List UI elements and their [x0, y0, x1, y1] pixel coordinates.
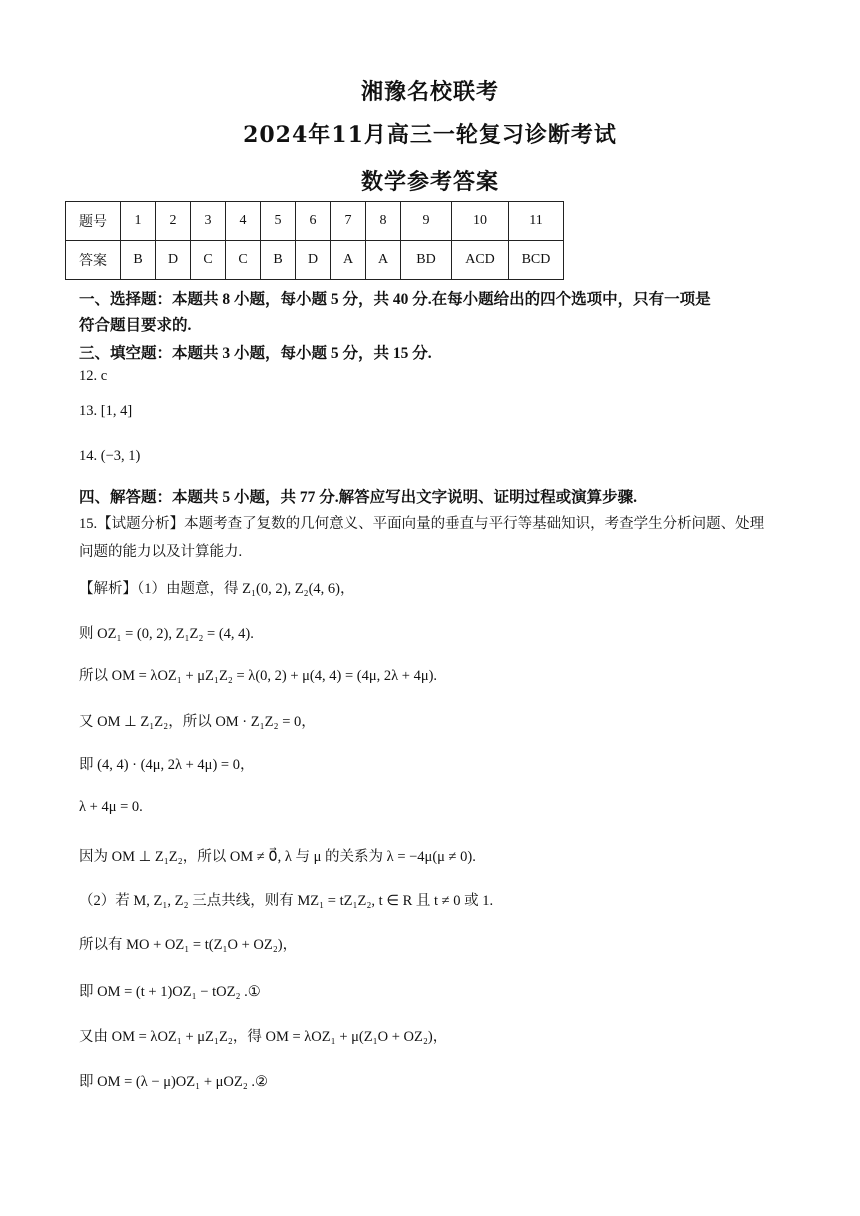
question-number: 8 — [366, 202, 401, 241]
answer-cell: D — [296, 241, 331, 280]
answer-cell: B — [261, 241, 296, 280]
section1-heading-line2: 符合题目要求的. — [79, 317, 192, 334]
q15-step-4: 又 OM ⊥ Z₁Z₂，所以 OM · Z₁Z₂ = 0， — [79, 714, 316, 730]
question-number: 7 — [331, 202, 366, 241]
question-number: 6 — [296, 202, 331, 241]
exam-name-title: 2024年11月高三一轮复习诊断考试 — [243, 122, 617, 148]
answer-12: 12. c — [79, 368, 108, 384]
question-number: 2 — [156, 202, 191, 241]
section3-heading: 三、填空题：本题共 3 小题，每小题 5 分，共 15 分. — [79, 345, 432, 362]
q15-step-11: 又由 OM = λOZ₁ + μZ₁Z₂，得 OM = λOZ₁ + μ(Z₁O + OZ₂)， — [79, 1029, 448, 1045]
row-label-answer: 答案 — [66, 241, 121, 280]
answer-cell: ACD — [452, 241, 509, 280]
answer-cell: D — [156, 241, 191, 280]
q15-step-10: 即 OM = (t + 1)OZ₁ − tOZ₂ .① — [79, 984, 261, 1000]
question-number: 1 — [121, 202, 156, 241]
question-number: 3 — [191, 202, 226, 241]
answer-cell: A — [366, 241, 401, 280]
q15-step-6: λ + 4μ = 0. — [79, 799, 143, 815]
section1-heading-line1: 一、选择题：本题共 8 小题，每小题 5 分，共 40 分.在每小题给出的四个选项中，只有一项是 — [79, 291, 711, 308]
q15-step-7: 因为 OM ⊥ Z₁Z₂，所以 OM ≠ 0⃗, λ 与 μ 的关系为 λ = −4μ(μ ≠ 0). — [79, 849, 476, 865]
row-label-number: 题号 — [66, 202, 121, 241]
answer-cell: BCD — [509, 241, 564, 280]
q15-step-3: 所以 OM = λOZ₁ + μZ₁Z₂ = λ(0, 2) + μ(4, 4) = (4μ, 2λ + 4μ). — [79, 668, 438, 684]
answer-key-title: 数学参考答案 — [360, 169, 499, 195]
question-number: 5 — [261, 202, 296, 241]
question-number: 4 — [226, 202, 261, 241]
answer-cell: A — [331, 241, 366, 280]
exam-organizer-title: 湘豫名校联考 — [360, 79, 499, 105]
question-number: 10 — [452, 202, 509, 241]
section4-heading: 四、解答题：本题共 5 小题，共 77 分.解答应写出文字说明、证明过程或演算步骤. — [79, 489, 638, 506]
q15-analysis-line2: 问题的能力以及计算能力. — [79, 544, 243, 560]
q15-step-12: 即 OM = (λ − μ)OZ₁ + μOZ₂ .② — [79, 1074, 269, 1090]
answer-13: 13. [1, 4] — [79, 403, 133, 419]
answer-cell: B — [121, 241, 156, 280]
answer-cell: BD — [401, 241, 452, 280]
q15-analysis-line1: 15.【试题分析】本题考查了复数的几何意义、平面向量的垂直与平行等基础知识，考查学生分析问题、处理 — [79, 516, 765, 532]
question-number: 9 — [401, 202, 452, 241]
answer-row — [66, 241, 564, 280]
answer-cell: C — [191, 241, 226, 280]
q15-step-8: （2）若 M, Z₁, Z₂ 三点共线，则有 MZ₁ = tZ₁Z₂, t ∈ R 且 t ≠ 0 或 1. — [79, 893, 494, 909]
answer-14: 14. (−3, 1) — [79, 448, 141, 464]
q15-step-1: 【解析】（1）由题意，得 Z₁(0, 2), Z₂(4, 6)， — [79, 581, 355, 597]
question-number: 11 — [509, 202, 564, 241]
q15-step-9: 所以有 MO + OZ₁ = t(Z₁O + OZ₂)， — [79, 937, 298, 953]
answer-table — [65, 201, 564, 280]
q15-step-2: 则 OZ₁ = (0, 2), Z₁Z₂ = (4, 4). — [79, 626, 254, 642]
answer-cell: C — [226, 241, 261, 280]
question-number-row — [66, 202, 564, 241]
q15-step-5: 即 (4, 4) · (4μ, 2λ + 4μ) = 0， — [79, 757, 255, 773]
